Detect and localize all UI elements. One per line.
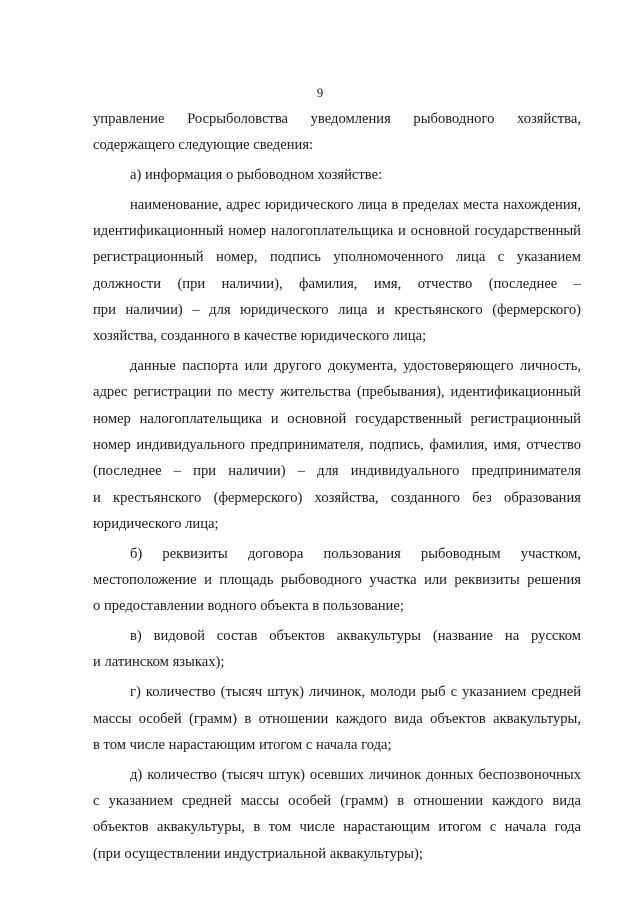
paragraph — [93, 679, 581, 758]
text-line: при наличии) – для юридического лица и крестьянского (фермерского) — [93, 302, 581, 319]
paragraph — [93, 106, 581, 159]
text-line: идентификационный номер налогоплательщика и основной государственный — [93, 223, 581, 240]
text-line: о предоставлении водного объекта в пользование; — [93, 598, 404, 615]
text-line: юридического лица; — [93, 515, 219, 532]
text-line: содержащего следующие сведения: — [93, 137, 314, 154]
text-line: объектов аквакультуры, в том числе нарастающим итогом с начала года — [93, 819, 581, 836]
text-line: массы особей (грамм) в отношении каждого вида объектов аквакультуры, — [93, 710, 581, 727]
text-line: (при осуществлении индустриальной аквакультуры); — [93, 845, 423, 862]
text-line: в том числе нарастающим итогом с начала года; — [93, 736, 392, 753]
text-line: местоположение и площадь рыбоводного участка или реквизиты решения — [93, 572, 581, 589]
paragraph — [93, 623, 581, 676]
text-line: в) видовой состав объектов аквакультуры (название на русском — [130, 628, 581, 645]
text-line: хозяйства, созданного в качестве юридического лица; — [93, 328, 427, 345]
document-body — [93, 106, 581, 870]
paragraph — [93, 162, 581, 188]
text-line: данные паспорта или другого документа, удостоверяющего личность, — [130, 358, 581, 375]
text-line: с указанием средней массы особей (грамм) в отношении каждого вида — [93, 792, 581, 809]
paragraph — [93, 192, 581, 350]
text-line: и крестьянского (фермерского) хозяйства, созданного без образования — [93, 489, 581, 506]
text-line: наименование, адрес юридического лица в пределах места нахождения, — [130, 196, 581, 213]
text-line: и латинском языках); — [93, 654, 225, 671]
text-line: должности (при наличии), фамилия, имя, отчество (последнее – — [93, 275, 581, 292]
text-line: управление Росрыболовства уведомления рыбоводного хозяйства, — [93, 111, 581, 127]
text-line: б) реквизиты договора пользования рыбоводным участком, — [130, 545, 581, 562]
text-line: адрес регистрации по месту жительства (пребывания), идентификационный — [93, 384, 581, 401]
paragraph — [93, 353, 581, 537]
text-line: номер индивидуального предпринимателя, подпись, фамилия, имя, отчество — [93, 437, 581, 454]
text-line: номер налогоплательщика и основной государственный регистрационный — [93, 410, 581, 427]
page-number: 9 — [316, 85, 324, 100]
paragraph — [93, 541, 581, 620]
paragraph — [93, 762, 581, 867]
text-line: а) информация о рыбоводном хозяйстве: — [130, 167, 383, 184]
text-line: регистрационный номер, подпись уполномоченного лица с указанием — [93, 249, 581, 266]
text-line: д) количество (тысяч штук) осевших личинок донных беспозвоночных — [130, 766, 581, 783]
text-line: г) количество (тысяч штук) личинок, молоди рыб с указанием средней — [130, 684, 581, 701]
text-line: (последнее – при наличии) – для индивидуального предпринимателя — [93, 463, 581, 480]
